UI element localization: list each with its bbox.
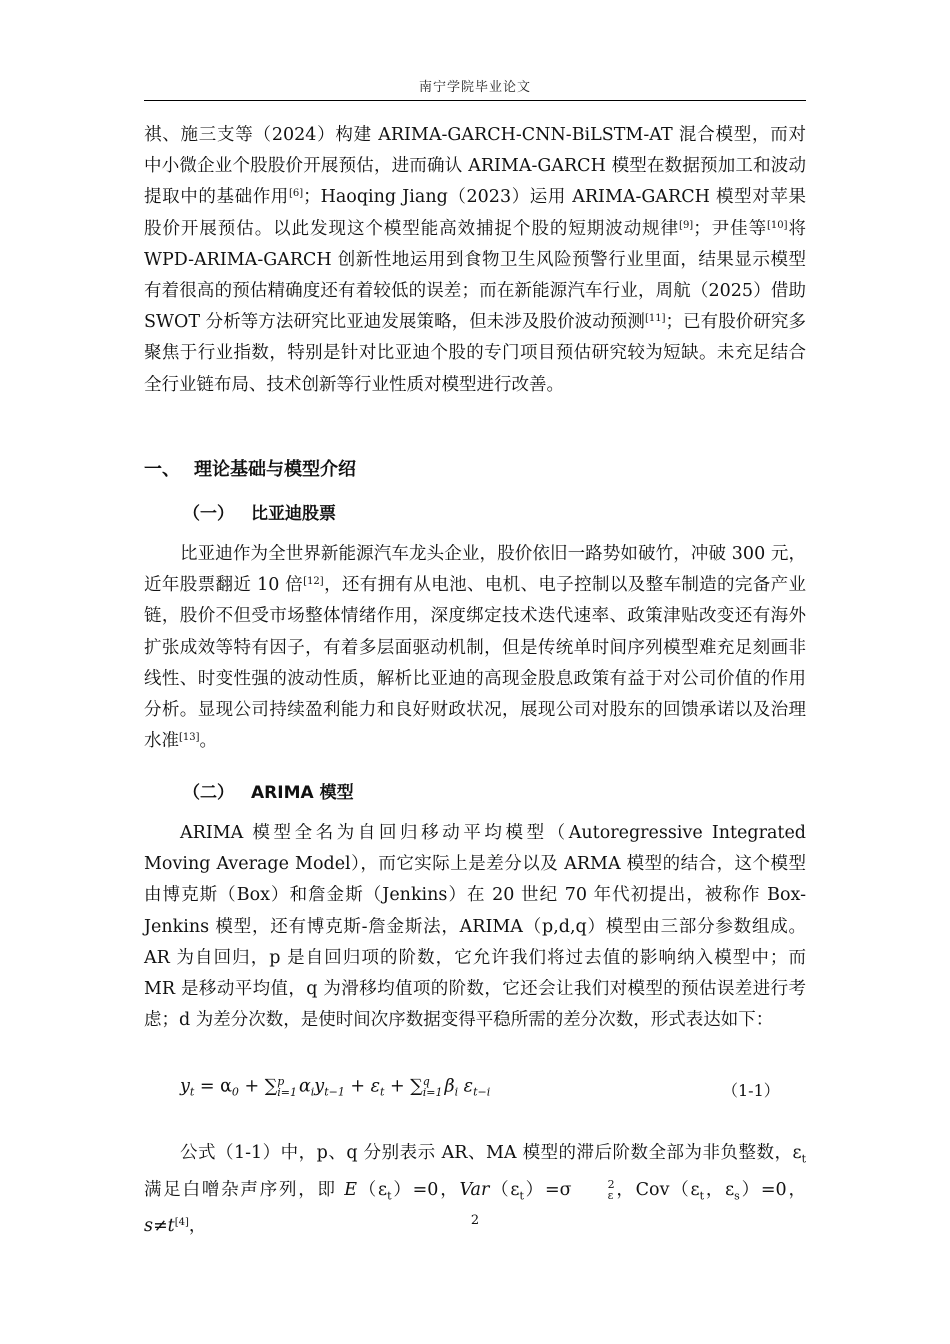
text-run: ；尹佳等 xyxy=(693,218,768,239)
text-run: ）=σ xyxy=(523,1179,572,1200)
citation: [4] xyxy=(174,1217,189,1229)
equation-number: （1-1） xyxy=(722,1081,780,1100)
text-run: ，Cov（ε xyxy=(614,1179,700,1200)
subscript: ε xyxy=(607,1189,614,1203)
formula-part: i=1 xyxy=(277,1086,297,1099)
formula-part: β xyxy=(444,1076,455,1097)
section-heading xyxy=(144,455,356,481)
text-run: 将 WPD-ARIMA-GARCH 创新性地运用到食物卫生风险预警行业里面，结果显示模型有着很高的预估精确度还有着较低的误差；而在新能源汽车行业，周航（2025）借助 SWOT 分析等方法研究比亚迪发展策略，但未涉及股价波动预测 xyxy=(144,218,807,333)
formula-part: i xyxy=(310,1085,315,1099)
formula-part: y xyxy=(314,1076,325,1097)
citation: [10] xyxy=(767,219,788,231)
equation-1-1 xyxy=(180,1076,490,1099)
text-run: 比亚迪作为全世界新能源汽车龙头企业，股价依旧一路势如破竹，冲破 300 元，近年股票翻近 10 倍 xyxy=(144,544,806,596)
text-run: 满足白噌杂声序列，即 xyxy=(144,1179,345,1200)
paragraph-arima xyxy=(144,818,806,1036)
superscript: 2 xyxy=(607,1178,615,1192)
text-run: ，ε xyxy=(704,1179,735,1200)
formula-part: t−i xyxy=(473,1085,491,1099)
sup-sub-pair xyxy=(572,1179,615,1201)
formula-part: t xyxy=(380,1085,385,1099)
formula-part: i=1 xyxy=(422,1086,443,1099)
running-header: 南宁学院毕业论文 xyxy=(418,80,531,95)
text-run: ，还有拥有从电池、电机、电子控制以及整车制造的完备产业链，股价不但受市场整体情绪作用，深度绑定技术迭代速率、政策津贴改变还有海外扩张成效等特有因子，有着多层面驱动机制，但是传统单时间序列模型难充足刻画非线性、时变性强的波动性质，解析比亚迪的高现金股息政策有益于对公司价值的作用分析。显现公司持续盈利能力和良好财政状况，展现公司对股东的回馈承诺以及治理水准 xyxy=(144,575,806,752)
citation: [13] xyxy=(179,732,200,744)
text-run: （ε xyxy=(489,1179,520,1200)
subscript: t xyxy=(699,1189,705,1203)
text-run: ARIMA 模型全名为自回归移动平均模型（Autoregressive Integrated Moving Average Model），而它实际上是差分以及 ARMA 模型的结合，这个模型由博克斯（Box）和詹金斯（Jenkins）在 20 世纪 70 年代初提出，被称作 Box-Jenkins 模型，还有博克斯-詹金斯法，ARIMA（p,d,q）模型由三部分参数组成。AR 为自回归，p 是自回归项的阶数，它允许我们将过去值的影响纳入模型中；而 MR 是移动平均值，q 为滑移均值项的阶数，它还会让我们对模型的预估误差进行考虑；d 为差分次数，是使时间次序数据变得平稳所需的差分次数，形式表达如下： xyxy=(144,823,806,1031)
subsection-number: （一） xyxy=(183,504,234,524)
section-title: 理论基础与模型介绍 xyxy=(194,459,356,480)
formula-part: ε xyxy=(458,1076,474,1097)
formula-part: α xyxy=(298,1076,311,1097)
text-run: 。 xyxy=(199,731,218,752)
subscript: t xyxy=(519,1189,524,1203)
formula-part: t xyxy=(189,1085,195,1099)
formula-part: + ε xyxy=(344,1076,381,1097)
page-number: 2 xyxy=(470,1213,480,1228)
text-run: E xyxy=(344,1179,357,1200)
text-run: ， xyxy=(188,1216,207,1237)
text-run: 公式（1-1）中，p、q 分别表示 AR、MA 模型的滞后阶数全部为非负整数，ε xyxy=(180,1143,802,1163)
paragraph-literature xyxy=(144,120,806,401)
subscript: t xyxy=(801,1152,806,1166)
text-run: ）=0， xyxy=(391,1179,460,1200)
citation: [12] xyxy=(303,576,324,588)
text-run: ；已有股价研究多聚焦于行业指数，特别是针对比亚迪个股的专门项目预估研究较为短缺。未充足结合全行业链布局、技术创新等行业性质对模型进行改善。 xyxy=(144,312,806,395)
text-run: Var xyxy=(459,1179,490,1200)
sum-limits xyxy=(423,1076,443,1098)
subsection-heading xyxy=(183,499,336,524)
subsection-number: （二） xyxy=(183,783,234,803)
formula-part: 0 xyxy=(231,1085,239,1099)
subsection-title: 比亚迪股票 xyxy=(251,504,336,524)
sum-limits xyxy=(277,1076,297,1098)
formula-part: q xyxy=(422,1075,430,1088)
text-run: 祺、施三支等（2024）构建 ARIMA-GARCH-CNN-BiLSTM-AT 混合模型，而对中小微企业个股股价开展预估，进而确认 ARIMA-GARCH 模型在数据预加工和波动提取中的基础作用 xyxy=(144,125,806,208)
subscript: t xyxy=(387,1189,392,1203)
formula-part: = α xyxy=(194,1076,232,1097)
formula-part: i xyxy=(454,1085,459,1099)
formula-part: + ∑ xyxy=(238,1076,278,1097)
formula-part: y xyxy=(180,1076,190,1097)
citation: [9] xyxy=(679,219,694,231)
header-rule xyxy=(144,100,806,101)
subscript: s xyxy=(734,1189,740,1203)
subsection-heading xyxy=(183,778,354,803)
text-run: （ε xyxy=(356,1179,388,1200)
citation: [6] xyxy=(288,188,304,200)
formula-part: p xyxy=(277,1075,285,1088)
subsection-title: ARIMA 模型 xyxy=(251,783,354,803)
section-number: 一、 xyxy=(144,459,180,480)
text-run: ；Haoqing Jiang（2023）运用 ARIMA-GARCH 模型对苹果股价开展预估。以此发现这个模型能高效捕捉个股的短期波动规律 xyxy=(144,187,807,239)
paragraph-byd xyxy=(144,539,806,757)
citation: [11] xyxy=(644,313,666,325)
formula-part: t−1 xyxy=(324,1085,345,1099)
formula-part: + ∑ xyxy=(384,1076,423,1097)
text-run: ）=0， xyxy=(739,1179,806,1200)
text-run: s≠t xyxy=(144,1216,175,1237)
